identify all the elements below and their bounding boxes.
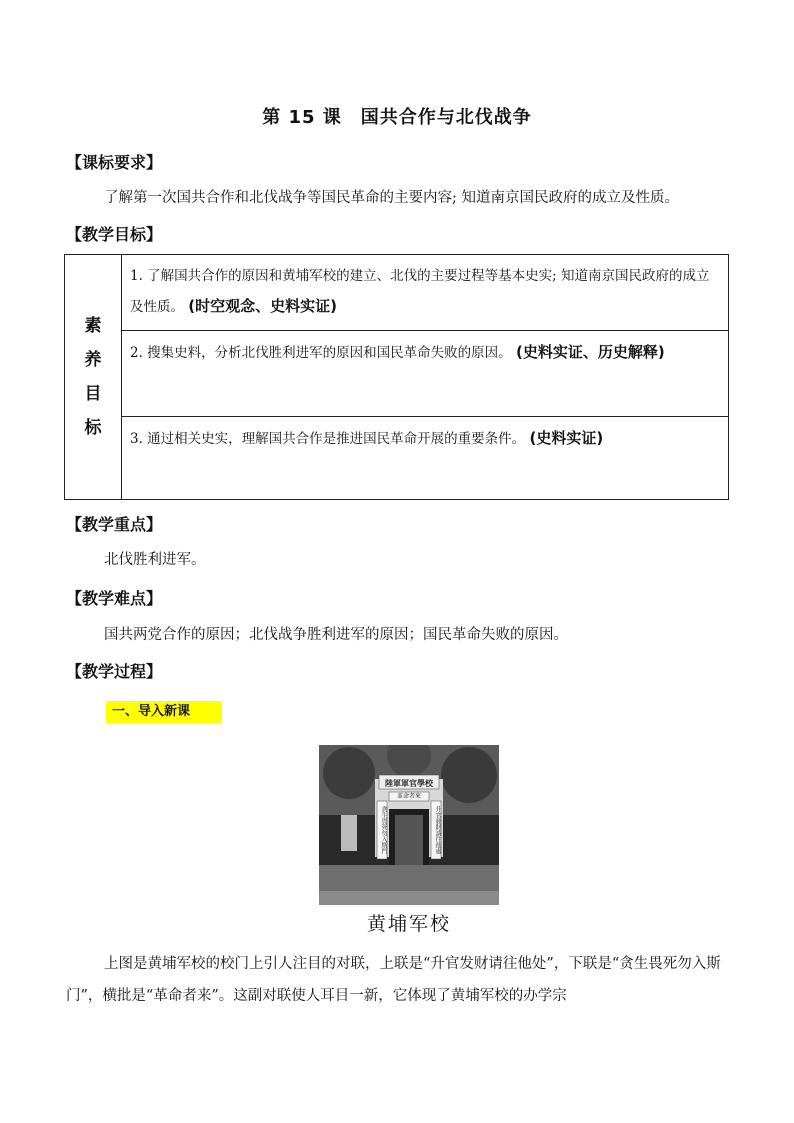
standard-text: 了解第一次国共合作和北伐战争等国民革命的主要内容; 知道南京国民政府的成立及性质。 <box>104 190 679 206</box>
objective-tag: (史料实证、历史解释) <box>515 343 665 361</box>
heading-process: 【教学过程】 <box>66 662 163 681</box>
page-title: 第 15 课 国共合作与北伐战争 <box>262 107 532 128</box>
objective-tag: (时空观念、史料实证) <box>188 297 338 315</box>
label-char: 养 <box>84 350 102 370</box>
objective-row-2 <box>122 331 729 417</box>
heading-difficulty: 【教学难点】 <box>66 589 163 608</box>
objective-text: 2. 搜集史料，分析北伐胜利进军的原因和国民革命失败的原因。 <box>130 345 512 361</box>
objective-tag: (史料实证) <box>529 429 604 447</box>
label-char: 标 <box>84 418 102 438</box>
objective-row-1 <box>122 255 729 331</box>
objective-text: 3. 通过相关史实，理解国共合作是推进国民革命开展的重要条件。 <box>130 431 526 447</box>
objective-row-3 <box>122 417 729 500</box>
intro-paragraph: 上图是黄埔军校的校门上引人注目的对联，上联是“升官发财请往他处”，下联是“贪生畏死勿入斯门”，横批是“革命者来”。这副对联使人耳目一新，它体现了黄埔军校的办学宗 <box>66 956 721 1004</box>
label-char: 目 <box>84 384 102 404</box>
sub-heading-intro: 一、导入新课 <box>106 701 222 723</box>
key-point-text: 北伐胜利进军。 <box>104 552 206 568</box>
gate-top-sign: 陸軍軍官學校 <box>385 778 433 788</box>
objective-text: 1. 了解国共合作的原因和黄埔军校的建立、北伐的主要过程等基本史实; 知道南京国民政府的成立及性质。 <box>130 268 710 315</box>
photo-caption: 黄埔军校 <box>366 913 451 935</box>
heading-key-point: 【教学重点】 <box>66 515 163 534</box>
huangpu-gate-photo <box>319 745 499 905</box>
label-char: 素 <box>84 316 102 336</box>
heading-standard: 【课标要求】 <box>66 153 163 172</box>
difficulty-text: 国共两党合作的原因；北伐战争胜利进军的原因；国民革命失败的原因。 <box>104 627 568 643</box>
objectives-label-cell <box>65 255 122 500</box>
heading-objectives: 【教学目标】 <box>66 225 163 244</box>
gate-right-couplet: 升官發財請往他處 <box>434 806 441 854</box>
objectives-table <box>64 254 729 500</box>
gate-banner: 革命者來 <box>396 793 421 800</box>
gate-left-couplet: 貪生畏死勿入斯門 <box>380 806 387 854</box>
